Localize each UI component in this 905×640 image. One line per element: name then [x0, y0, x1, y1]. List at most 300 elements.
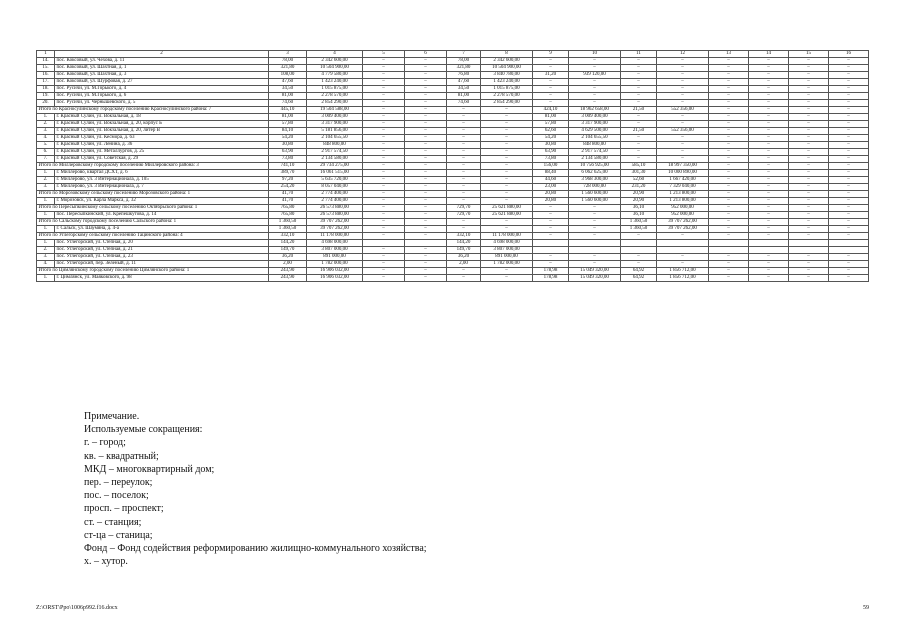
- value-cell: –: [829, 226, 869, 233]
- value-cell: –: [405, 219, 447, 226]
- value-cell: [749, 247, 789, 254]
- note-line: ст-ца – станица;: [84, 529, 153, 541]
- row-number-cell: 1.: [37, 212, 55, 219]
- value-cell: –: [789, 170, 829, 177]
- value-cell: 54,20: [533, 135, 569, 142]
- value-cell: –: [749, 205, 789, 212]
- value-cell: –: [709, 142, 749, 149]
- table-row: [37, 114, 869, 121]
- value-cell: –: [749, 156, 789, 163]
- value-cell: 64,92: [621, 275, 657, 282]
- address-cell: пос. Коксовый, ул. Шурфовая, д. 27: [55, 79, 269, 86]
- value-cell: 44,60: [533, 177, 569, 184]
- value-cell: –: [749, 226, 789, 233]
- value-cell: –: [481, 198, 533, 205]
- value-cell: –: [709, 184, 749, 191]
- value-cell: 1 667 420,00: [657, 177, 709, 184]
- value-cell: –: [621, 149, 657, 156]
- value-cell: 81,00: [533, 114, 569, 121]
- value-cell: –: [749, 261, 789, 268]
- value-cell: –: [789, 107, 829, 114]
- value-cell: –: [363, 100, 405, 107]
- address-cell: пос. Коксовый, ул. Чехова, д. 11: [55, 58, 269, 65]
- value-cell: –: [829, 177, 869, 184]
- subtotal-label-cell: Итого по Цимлянскому городскому поселению Цимлянского района: 1: [37, 268, 269, 275]
- value-cell: 36,10: [621, 205, 657, 212]
- note-line: х. – хутор.: [84, 556, 128, 568]
- value-cell: –: [533, 205, 569, 212]
- value-cell: 39 707 262,00: [307, 219, 363, 226]
- value-cell: –: [829, 170, 869, 177]
- value-cell: –: [481, 121, 533, 128]
- table-row: [37, 240, 869, 247]
- value-cell: 952 000,00: [657, 212, 709, 219]
- address-cell: пос. Русичи, ул. М.Горького, д. 4: [55, 86, 269, 93]
- table-row: [37, 142, 869, 149]
- value-cell: –: [481, 149, 533, 156]
- value-cell: –: [405, 100, 447, 107]
- value-cell: –: [481, 268, 533, 275]
- column-number-cell: 15: [789, 51, 829, 58]
- table-row: [37, 156, 869, 163]
- value-cell: –: [481, 184, 533, 191]
- value-cell: 424,10: [533, 107, 569, 114]
- value-cell: –: [657, 72, 709, 79]
- row-number-cell: 3.: [37, 128, 55, 135]
- value-cell: 10 504 900,00: [307, 65, 363, 72]
- subtotal-label-cell: Итого по Пересыпкинскому сельскому поселению Октябрьского района: 1: [37, 205, 269, 212]
- value-cell: 54,20: [269, 135, 307, 142]
- row-number-cell: 16.: [37, 72, 55, 79]
- value-cell: –: [789, 72, 829, 79]
- value-cell: –: [749, 191, 789, 198]
- row-number-cell: 1.: [37, 226, 55, 233]
- value-cell: –: [789, 156, 829, 163]
- subtotal-row: [37, 205, 869, 212]
- value-cell: 3 840 780,00: [481, 72, 533, 79]
- value-cell: –: [657, 100, 709, 107]
- value-cell: 10 504 900,00: [481, 65, 533, 72]
- value-cell: 2 917 574,50: [569, 149, 621, 156]
- column-number-cell: 4: [307, 51, 363, 58]
- table-row: [37, 93, 869, 100]
- value-cell: 16 906 032,00: [307, 268, 363, 275]
- subtotal-label-cell: Итого по Углегорскому сельскому поселению Тацинского района: 4: [37, 233, 269, 240]
- value-cell: –: [533, 93, 569, 100]
- value-cell: –: [657, 93, 709, 100]
- value-cell: –: [709, 163, 749, 170]
- address-cell: пос. Углегорский, ул. Степная, д. 23: [55, 254, 269, 261]
- value-cell: –: [481, 170, 533, 177]
- column-number-cell: 7: [447, 51, 481, 58]
- value-cell: –: [405, 107, 447, 114]
- value-cell: –: [363, 247, 405, 254]
- value-cell: –: [447, 135, 481, 142]
- value-cell: 2 134 580,00: [307, 156, 363, 163]
- value-cell: 3 009 400,00: [569, 114, 621, 121]
- value-cell: 81,00: [269, 114, 307, 121]
- value-cell: –: [749, 58, 789, 65]
- row-number-cell: 15.: [37, 65, 55, 72]
- row-number-cell: 2.: [37, 177, 55, 184]
- value-cell: –: [709, 219, 749, 226]
- value-cell: 2,00: [447, 261, 481, 268]
- value-cell: 64,92: [621, 268, 657, 275]
- value-cell: [657, 240, 709, 247]
- value-cell: 2,00: [269, 261, 307, 268]
- value-cell: 4 629 500,00: [569, 128, 621, 135]
- value-cell: –: [749, 100, 789, 107]
- value-cell: –: [709, 107, 749, 114]
- address-cell: г. Сальск, ул. Шаумяна, д. 4-а: [55, 226, 269, 233]
- value-cell: –: [789, 128, 829, 135]
- value-cell: –: [789, 205, 829, 212]
- value-cell: –: [405, 198, 447, 205]
- value-cell: –: [405, 233, 447, 240]
- table-row: [37, 121, 869, 128]
- value-cell: 26 573 880,00: [307, 212, 363, 219]
- value-cell: –: [789, 79, 829, 86]
- value-cell: –: [749, 184, 789, 191]
- value-cell: 3 968 300,00: [569, 177, 621, 184]
- value-cell: 1 360,50: [621, 219, 657, 226]
- value-cell: 3 009 400,00: [307, 114, 363, 121]
- note-line: Используемые сокращения:: [84, 424, 203, 436]
- table-row: [37, 86, 869, 93]
- value-cell: –: [621, 65, 657, 72]
- note-line: кв. – квадратный;: [84, 450, 159, 462]
- value-cell: –: [657, 261, 709, 268]
- value-cell: 2 104 655,50: [307, 135, 363, 142]
- value-cell: 178,98: [533, 275, 569, 282]
- subtotal-label-cell: Итого по Морозовскому сельскому поселению Морозовского района: 1: [37, 191, 269, 198]
- row-number-cell: 3.: [37, 254, 55, 261]
- value-cell: –: [621, 121, 657, 128]
- note-line: ст. – станция;: [84, 516, 142, 528]
- value-cell: 21,50: [621, 107, 657, 114]
- column-number-cell: 1: [37, 51, 55, 58]
- value-cell: 16 906 032,00: [307, 275, 363, 282]
- subtotal-label-cell: Итого по Красносулинскому городскому поселению Красносулинского района: 7: [37, 107, 269, 114]
- table-row: [37, 184, 869, 191]
- value-cell: –: [363, 254, 405, 261]
- value-cell: 30,80: [269, 142, 307, 149]
- row-number-cell: 1.: [37, 275, 55, 282]
- value-cell: –: [405, 114, 447, 121]
- value-cell: –: [533, 254, 569, 261]
- value-cell: –: [789, 254, 829, 261]
- value-cell: –: [447, 128, 481, 135]
- value-cell: –: [709, 149, 749, 156]
- value-cell: 585,10: [621, 163, 657, 170]
- value-cell: –: [569, 86, 621, 93]
- value-cell: 74,60: [447, 100, 481, 107]
- value-cell: 891 000,00: [307, 254, 363, 261]
- value-cell: [829, 247, 869, 254]
- value-cell: –: [405, 79, 447, 86]
- column-number-cell: 16: [829, 51, 869, 58]
- value-cell: –: [657, 121, 709, 128]
- value-cell: –: [829, 135, 869, 142]
- value-cell: –: [621, 100, 657, 107]
- value-cell: –: [447, 226, 481, 233]
- value-cell: –: [709, 261, 749, 268]
- value-cell: –: [363, 275, 405, 282]
- column-number-cell: 6: [405, 51, 447, 58]
- value-cell: 41,70: [269, 191, 307, 198]
- value-cell: [709, 247, 749, 254]
- address-cell: г. Красный Сулин, ул. Вокзальная, д. 20, корпус Б: [55, 121, 269, 128]
- value-cell: 11 178 000,00: [481, 233, 533, 240]
- value-cell: 36,20: [269, 254, 307, 261]
- table-row: [37, 261, 869, 268]
- value-cell: 36,10: [621, 212, 657, 219]
- value-cell: 1 423 240,00: [307, 79, 363, 86]
- value-cell: –: [621, 261, 657, 268]
- value-cell: –: [829, 142, 869, 149]
- value-cell: 741,10: [269, 163, 307, 170]
- table-row: [37, 149, 869, 156]
- value-cell: –: [789, 191, 829, 198]
- value-cell: 156,00: [533, 163, 569, 170]
- table-row: [37, 100, 869, 107]
- value-cell: 39 707 262,00: [657, 219, 709, 226]
- value-cell: –: [621, 233, 657, 240]
- value-cell: –: [829, 128, 869, 135]
- value-cell: –: [447, 191, 481, 198]
- value-cell: –: [829, 163, 869, 170]
- value-cell: 29 734 275,00: [307, 163, 363, 170]
- value-cell: –: [709, 268, 749, 275]
- value-cell: 78,00: [269, 58, 307, 65]
- value-cell: –: [829, 219, 869, 226]
- value-cell: 2 278 570,00: [481, 93, 533, 100]
- value-cell: 1 015 875,00: [481, 86, 533, 93]
- value-cell: –: [657, 135, 709, 142]
- value-cell: 74,60: [269, 100, 307, 107]
- row-number-cell: 7.: [37, 156, 55, 163]
- value-cell: –: [363, 142, 405, 149]
- value-cell: –: [709, 198, 749, 205]
- value-cell: –: [749, 135, 789, 142]
- table-row: [37, 226, 869, 233]
- address-cell: г. Красный Сулин, ул. Металлургов, д. 25: [55, 149, 269, 156]
- value-cell: 2 917 574,50: [307, 149, 363, 156]
- value-cell: –: [363, 79, 405, 86]
- table-row: [37, 72, 869, 79]
- value-cell: 552 356,00: [657, 128, 709, 135]
- value-cell: –: [709, 114, 749, 121]
- value-cell: 6 062 625,00: [569, 170, 621, 177]
- value-cell: –: [405, 65, 447, 72]
- value-cell: 5 635 720,00: [307, 177, 363, 184]
- value-cell: 144,20: [269, 240, 307, 247]
- value-cell: –: [749, 93, 789, 100]
- value-cell: [533, 240, 569, 247]
- value-cell: –: [363, 170, 405, 177]
- value-cell: –: [709, 86, 749, 93]
- value-cell: –: [789, 149, 829, 156]
- value-cell: –: [709, 275, 749, 282]
- value-cell: –: [447, 219, 481, 226]
- value-cell: –: [749, 114, 789, 121]
- row-number-cell: 5.: [37, 142, 55, 149]
- value-cell: 729,70: [447, 212, 481, 219]
- value-cell: –: [749, 79, 789, 86]
- value-cell: –: [447, 275, 481, 282]
- note-heading: Примечание.: [84, 411, 140, 422]
- value-cell: [709, 240, 749, 247]
- value-cell: –: [405, 121, 447, 128]
- value-cell: 20,90: [621, 191, 657, 198]
- value-cell: 332,10: [447, 233, 481, 240]
- value-cell: 57,80: [269, 121, 307, 128]
- value-cell: –: [405, 226, 447, 233]
- value-cell: –: [749, 233, 789, 240]
- address-cell: пос. Коксовый, ул. Шахтная, д. 1: [55, 65, 269, 72]
- value-cell: –: [569, 219, 621, 226]
- value-cell: 18 997 350,00: [657, 163, 709, 170]
- value-cell: 149,70: [447, 247, 481, 254]
- value-cell: –: [363, 219, 405, 226]
- value-cell: [829, 240, 869, 247]
- value-cell: –: [363, 114, 405, 121]
- value-cell: 1 213 800,00: [657, 198, 709, 205]
- value-cell: 1 423 240,00: [481, 79, 533, 86]
- value-cell: –: [621, 254, 657, 261]
- value-cell: 4 779 580,00: [307, 72, 363, 79]
- table-row: [37, 177, 869, 184]
- value-cell: –: [829, 233, 869, 240]
- value-cell: –: [363, 184, 405, 191]
- value-cell: –: [789, 58, 829, 65]
- subtotal-row: [37, 163, 869, 170]
- value-cell: 97,20: [269, 177, 307, 184]
- value-cell: 891 000,00: [481, 254, 533, 261]
- value-cell: 3 317 900,00: [307, 121, 363, 128]
- note-line: МКД – многоквартирный дом;: [84, 463, 215, 475]
- registry-table: [36, 50, 869, 282]
- value-cell: –: [533, 100, 569, 107]
- value-cell: –: [657, 254, 709, 261]
- value-cell: –: [569, 65, 621, 72]
- value-cell: –: [789, 121, 829, 128]
- value-cell: –: [709, 212, 749, 219]
- value-cell: –: [709, 254, 749, 261]
- value-cell: –: [363, 72, 405, 79]
- value-cell: 25 621 880,00: [481, 212, 533, 219]
- row-number-cell: 4.: [37, 135, 55, 142]
- value-cell: –: [481, 226, 533, 233]
- value-cell: 63,90: [269, 149, 307, 156]
- value-cell: 1 360,50: [621, 226, 657, 233]
- value-cell: –: [829, 121, 869, 128]
- value-cell: 34,50: [269, 86, 307, 93]
- value-cell: 19 504 588,00: [307, 107, 363, 114]
- value-cell: –: [657, 142, 709, 149]
- value-cell: –: [789, 142, 829, 149]
- value-cell: 1 856 712,00: [657, 275, 709, 282]
- value-cell: –: [363, 205, 405, 212]
- value-cell: –: [749, 72, 789, 79]
- value-cell: –: [447, 163, 481, 170]
- value-cell: 1 782 000,00: [481, 261, 533, 268]
- value-cell: –: [657, 65, 709, 72]
- value-cell: –: [789, 184, 829, 191]
- value-cell: –: [749, 198, 789, 205]
- value-cell: 30,80: [533, 142, 569, 149]
- value-cell: –: [533, 219, 569, 226]
- row-number-cell: 19.: [37, 93, 55, 100]
- value-cell: [789, 247, 829, 254]
- value-cell: 18 962 658,00: [569, 107, 621, 114]
- value-cell: –: [829, 79, 869, 86]
- value-cell: –: [749, 254, 789, 261]
- value-cell: 321,80: [269, 65, 307, 72]
- value-cell: –: [709, 100, 749, 107]
- value-cell: 8 057 040,00: [307, 184, 363, 191]
- value-cell: 243,90: [269, 268, 307, 275]
- value-cell: –: [447, 156, 481, 163]
- value-cell: –: [405, 177, 447, 184]
- value-cell: –: [789, 100, 829, 107]
- value-cell: –: [481, 219, 533, 226]
- value-cell: –: [405, 142, 447, 149]
- value-cell: 389,70: [269, 170, 307, 177]
- value-cell: –: [709, 233, 749, 240]
- value-cell: –: [829, 261, 869, 268]
- value-cell: –: [709, 156, 749, 163]
- value-cell: [533, 247, 569, 254]
- address-cell: г. Цимлянск, ул. Маяковского, д. 98: [55, 275, 269, 282]
- value-cell: –: [405, 191, 447, 198]
- value-cell: –: [363, 198, 405, 205]
- value-cell: –: [569, 233, 621, 240]
- address-cell: г. Миллерово, ул. 3 Интернационала, д. 7: [55, 184, 269, 191]
- value-cell: –: [829, 254, 869, 261]
- value-cell: 20,80: [533, 191, 569, 198]
- value-cell: 23,00: [533, 184, 569, 191]
- value-cell: –: [405, 93, 447, 100]
- value-cell: –: [709, 121, 749, 128]
- column-number-cell: 12: [657, 51, 709, 58]
- value-cell: –: [569, 58, 621, 65]
- value-cell: –: [447, 142, 481, 149]
- value-cell: 39 707 262,00: [307, 226, 363, 233]
- row-number-cell: 20.: [37, 100, 55, 107]
- subtotal-row: [37, 191, 869, 198]
- value-cell: –: [709, 93, 749, 100]
- value-cell: –: [829, 149, 869, 156]
- value-cell: –: [789, 219, 829, 226]
- value-cell: –: [569, 261, 621, 268]
- value-cell: –: [829, 268, 869, 275]
- value-cell: 149,70: [269, 247, 307, 254]
- address-cell: г. Миллерово, ул. 3 Интернационала, д. 105: [55, 177, 269, 184]
- value-cell: [405, 240, 447, 247]
- subtotal-row: [37, 107, 869, 114]
- value-cell: –: [447, 268, 481, 275]
- value-cell: –: [621, 79, 657, 86]
- value-cell: –: [405, 72, 447, 79]
- value-cell: –: [709, 79, 749, 86]
- value-cell: –: [829, 65, 869, 72]
- value-cell: –: [789, 135, 829, 142]
- value-cell: –: [447, 149, 481, 156]
- value-cell: –: [481, 163, 533, 170]
- value-cell: 2 774 400,00: [307, 191, 363, 198]
- value-cell: 2 854 290,00: [307, 100, 363, 107]
